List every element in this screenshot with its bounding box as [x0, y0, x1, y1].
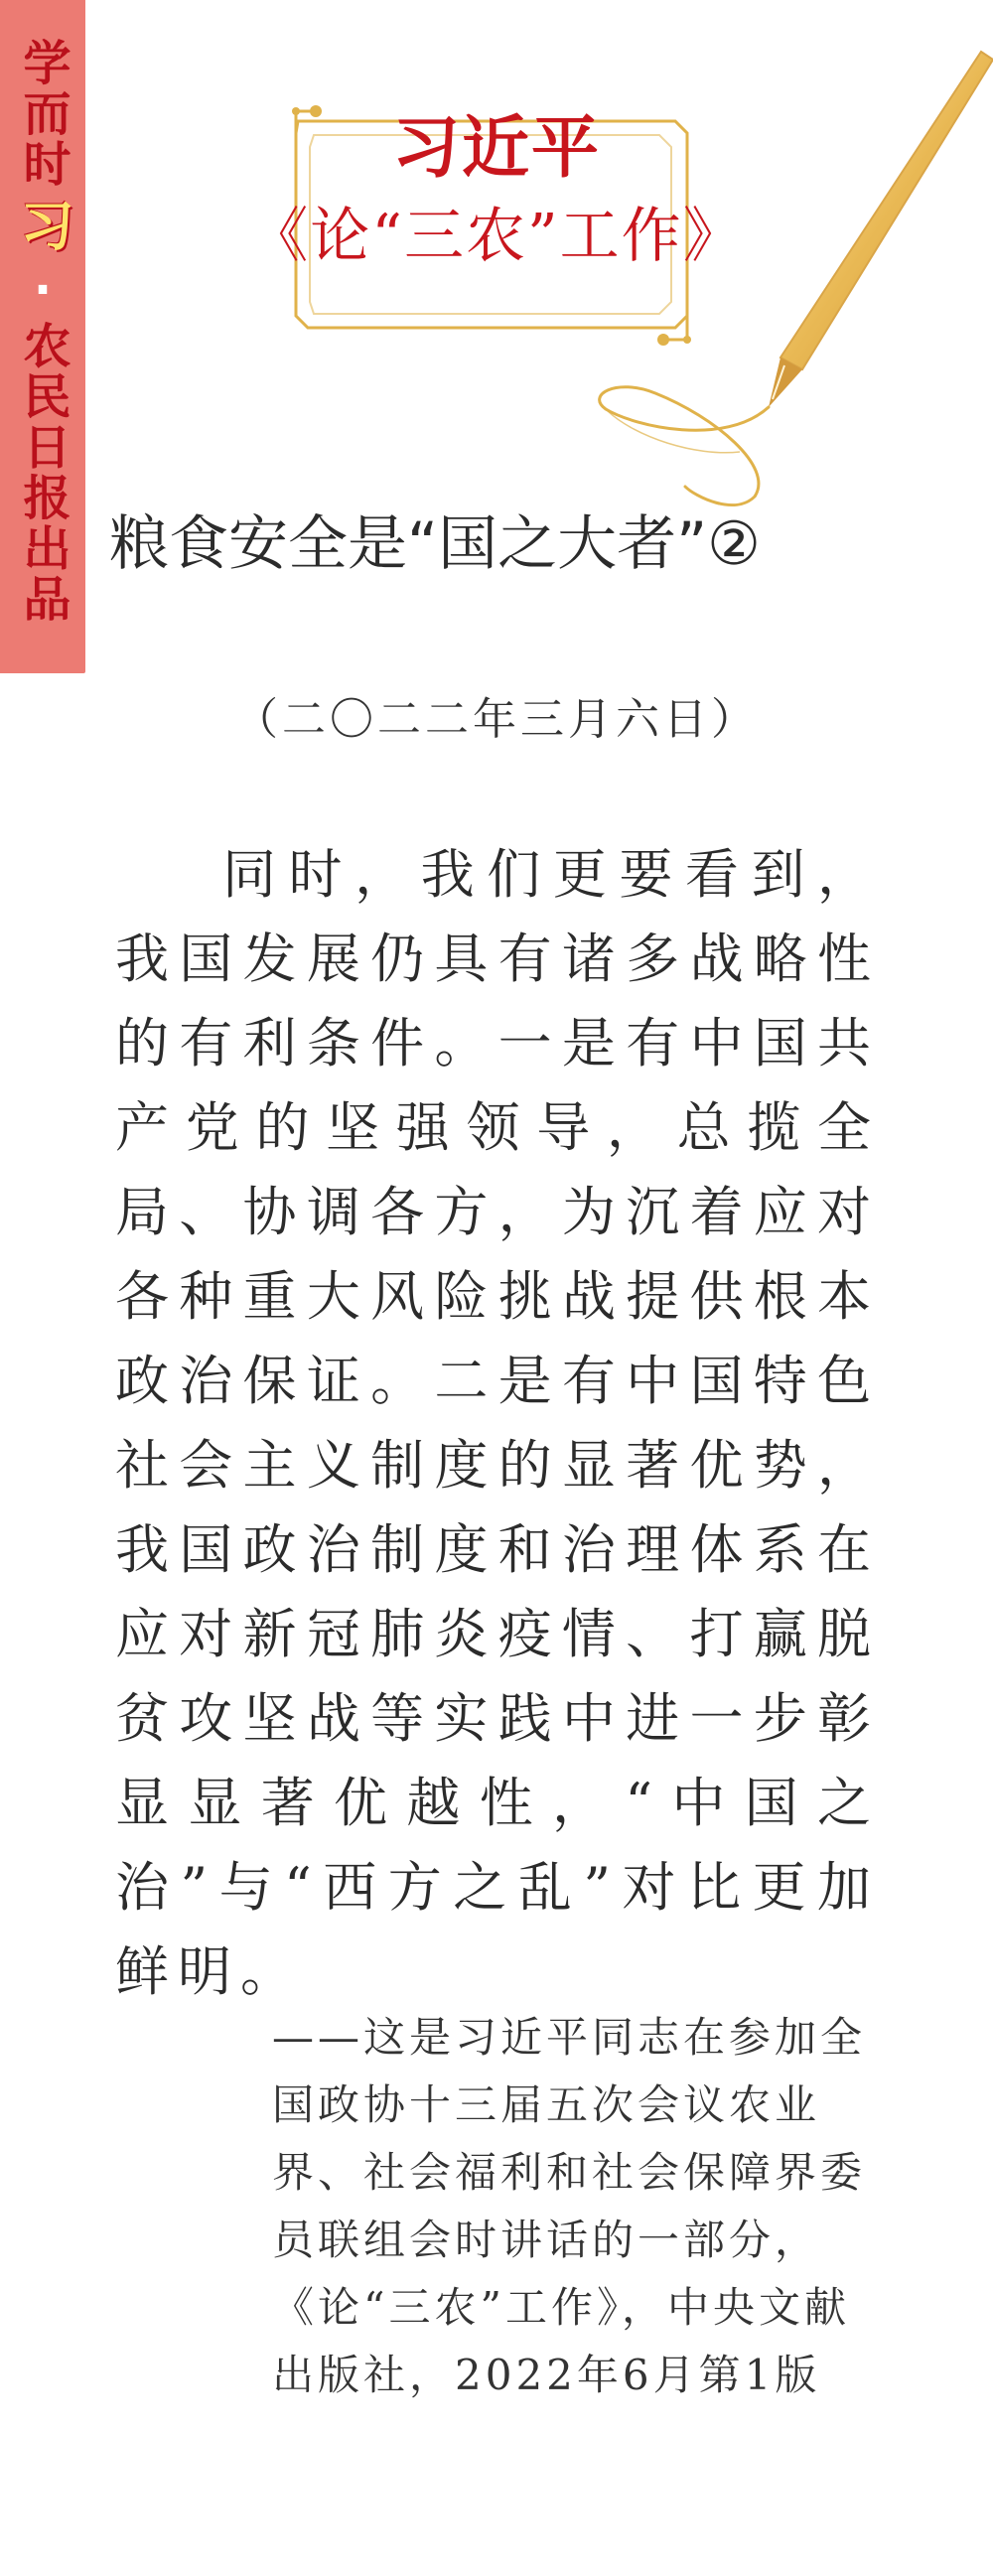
sidebar-label-part2: 农民日报出品 [15, 321, 71, 625]
page-title: 习近平 [391, 109, 601, 188]
article-heading: 粮食安全是“国之大者”② [109, 509, 761, 579]
article-date: （二〇二二年三月六日） [234, 694, 759, 745]
sidebar-label-part1: 学而时 [15, 38, 71, 190]
page-subtitle: 《论“三农”工作》 [248, 202, 745, 271]
sidebar-label-dot: · [15, 262, 71, 321]
xi-glyph-logo: 习 [12, 198, 74, 254]
article-citation: ——这是习近平同志在参加全国政协十三届五次会议农业界、社会福利和社会保障界委员联组会时讲话的一部分，《论“三农”工作》，中央文献出版社，2022年6月第1版 [272, 2013, 867, 2399]
article-body: 同时，我们更要看到，我国发展仍具有诸多战略性的有利条件。一是有中国共产党的坚强领导，总揽全局、协调各方，为沉着应对各种重大风险挑战提供根本政治保证。二是有中国特色社会主义制度的显著优势，我国政治制度和治理体系在应对新冠肺炎疫情、打赢脱贫攻坚战等实践中进一步彰显显著优越性，“中国之治”与“西方之乱”对比更加鲜明。 [115, 843, 880, 2003]
